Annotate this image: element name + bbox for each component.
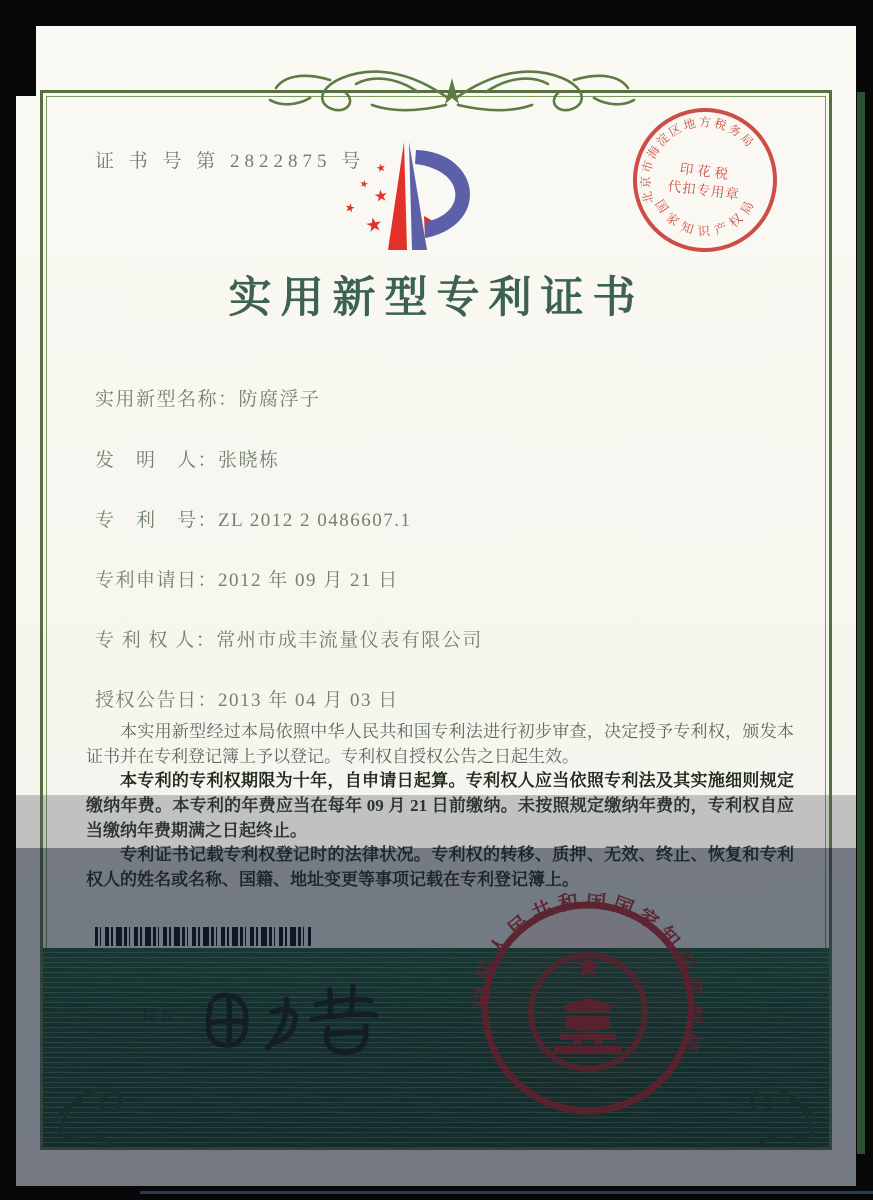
tax-stamp-icon — [625, 100, 785, 260]
scan-edge-topleft-notch — [0, 0, 36, 96]
field-grant-date — [95, 685, 399, 712]
field-label: 实用新型名称： — [95, 389, 239, 410]
tax-stamp-center-line2: 代扣专用章 — [666, 178, 741, 203]
field-value: 2013 年 04 月 03 日 — [218, 690, 399, 711]
field-value: ZL 2012 2 0486607.1 — [218, 510, 412, 531]
certificate-title: 实用新型专利证书 — [228, 275, 645, 322]
paragraph-grant: 本实用新型经过本局依照中华人民共和国专利法进行初步审查，决定授予专利权，颁发本证书并在专利登记簿上予以登记。专利权自授权公告之日起生效。 — [86, 722, 794, 766]
tax-stamp-center-line1: 印花税 — [679, 160, 734, 183]
binding-edge — [857, 92, 865, 1154]
scan-shadow-dark — [0, 848, 873, 1200]
field-filing-date — [95, 565, 399, 592]
scanner-blue-line — [140, 1191, 873, 1194]
field-value: 张晓栋 — [218, 450, 280, 471]
field-patent-number — [95, 505, 412, 532]
field-label: 专 利 权 人： — [95, 630, 217, 651]
sipo-logo-icon — [328, 138, 543, 273]
field-value: 常州市成丰流量仪表有限公司 — [216, 630, 483, 651]
field-utility-model-name — [95, 384, 321, 411]
certificate-number: 证 书 号 第 2822875 号 — [95, 151, 366, 172]
field-label: 发 明 人： — [95, 450, 219, 471]
scan-edge-top — [0, 0, 873, 26]
scan-edge-left — [0, 0, 16, 1200]
field-label: 专 利 号： — [95, 510, 219, 531]
paragraph-term: 本专利的专利权期限为十年，自申请日起算。专利权人应当依照专利法及其实施细则规定缴纳年费。本专利的年费应当在每年 09 月 21 日前缴纳。未按照规定缴纳年费的，专利权自应当缴纳年费期满之日起终止。 — [86, 771, 794, 840]
field-label: 专利申请日： — [95, 570, 219, 591]
field-value: 防腐浮子 — [238, 389, 321, 410]
tax-stamp-ring-top: 北京市海淀区地方税务局 — [638, 115, 758, 206]
tax-stamp-ring-bottom: 国家知识产权局 — [652, 193, 760, 239]
field-inventor — [95, 445, 280, 472]
field-label: 授权公告日： — [95, 690, 219, 711]
field-patentee — [95, 625, 483, 652]
scan-shadow-light — [0, 795, 873, 848]
field-value: 2012 年 09 月 21 日 — [218, 570, 399, 591]
